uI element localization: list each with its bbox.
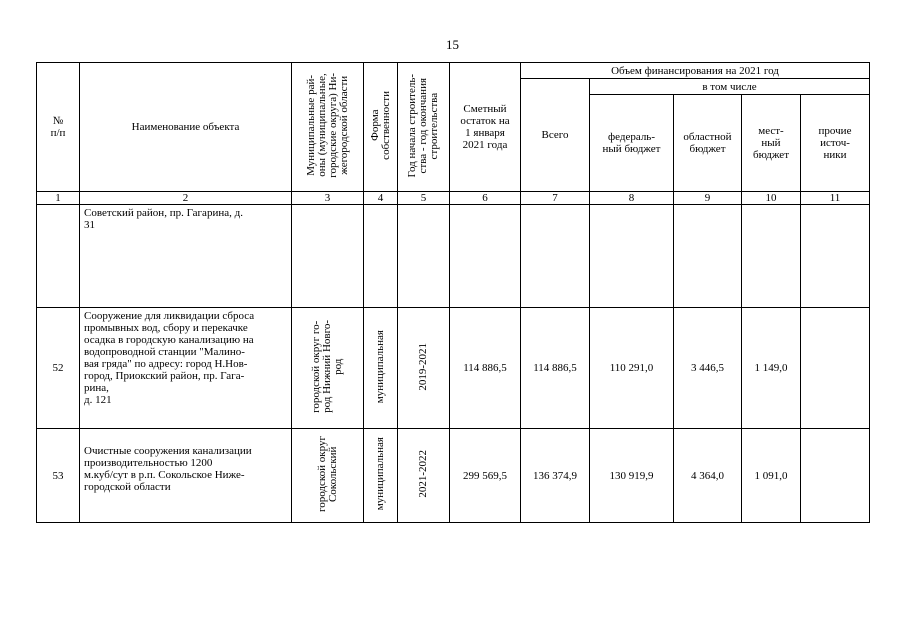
cell-years-text: 2021-2022 [417,450,429,498]
cell-num [37,205,80,308]
page-number: 15 [446,37,459,52]
header-municipality-text: Муниципальные рай- оны (муниципальные, городские округа) Ни- жегородской области [304,73,350,178]
table-row [37,205,870,308]
header-ownership-text: Форма собственности [368,91,392,160]
cell-name: Очистные сооружения канализации производительностью 1200 м.куб/сут в р.п. Сокольское Ниже- городской области [80,429,292,523]
header-name: Наименование объекта [80,63,292,192]
header-municipality [292,63,364,192]
header-local: мест- ный бюджет [742,95,801,192]
column-number: 1 [37,192,80,205]
cell-ownership-text: муниципальная [374,329,386,404]
cell-years [398,308,450,429]
header-regional: областной бюджет [674,95,742,192]
header-federal: федераль- ный бюджет [590,95,674,192]
header-including: в том числе [590,79,870,95]
cell-ownership [364,205,398,308]
header-years-text: Год начала строитель- ства - год окончания строительства [406,73,440,178]
column-number: 3 [292,192,364,205]
header-ownership [364,63,398,192]
column-number: 7 [521,192,590,205]
cell-num: 52 [37,308,80,429]
cell-other [801,308,870,429]
cell-municipality [292,429,364,523]
cell-years-text: 2019-2021 [417,342,429,391]
cell-total: 136 374,9 [521,429,590,523]
column-number: 4 [364,192,398,205]
cell-ownership-text: муниципальная [374,437,386,511]
header-other: прочие источ- ники [801,95,870,192]
header-total: Всего [521,79,590,192]
cell-local: 1 149,0 [742,308,801,429]
cell-estimate: 114 886,5 [450,308,521,429]
column-number: 5 [398,192,450,205]
column-number: 8 [590,192,674,205]
cell-other [801,429,870,523]
column-number: 2 [80,192,292,205]
column-numbers-row [37,192,870,205]
cell-num: 53 [37,429,80,523]
cell-federal: 130 919,9 [590,429,674,523]
header-years [398,63,450,192]
cell-other [801,205,870,308]
cell-regional [674,205,742,308]
table-row [37,308,870,429]
cell-total: 114 886,5 [521,308,590,429]
cell-federal: 110 291,0 [590,308,674,429]
cell-name: Сооружение для ликвидации сброса промывных вод, сбору и перекачке осадка в городскую канализацию на водопроводной станции "Малино- вая гряда" по адресу: город Н.Нов- город, Приокский район, пр. Гага- рина, д. 121 [80,308,292,429]
column-number: 9 [674,192,742,205]
cell-regional: 3 446,5 [674,308,742,429]
cell-years [398,429,450,523]
cell-municipality-text: городской округ Сокольский [315,435,339,513]
header-num-text: № п/п [50,115,66,139]
header-num [37,63,80,192]
cell-regional: 4 364,0 [674,429,742,523]
cell-estimate: 299 569,5 [450,429,521,523]
cell-municipality [292,205,364,308]
cell-local [742,205,801,308]
cell-local: 1 091,0 [742,429,801,523]
column-number: 10 [742,192,801,205]
cell-municipality-text: городской округ го- род Нижний Новго- род [310,320,344,413]
cell-ownership [364,429,398,523]
table-row [37,429,870,523]
cell-total [521,205,590,308]
cell-municipality [292,308,364,429]
cell-federal [590,205,674,308]
financing-table [36,62,870,523]
column-number: 11 [801,192,870,205]
cell-estimate [450,205,521,308]
cell-ownership [364,308,398,429]
header-funding: Объем финансирования на 2021 год [521,63,870,79]
header-estimate: Сметный остаток на 1 января 2021 года [450,63,521,192]
cell-years [398,205,450,308]
column-number: 6 [450,192,521,205]
cell-name: Советский район, пр. Гагарина, д. 31 [80,205,292,308]
